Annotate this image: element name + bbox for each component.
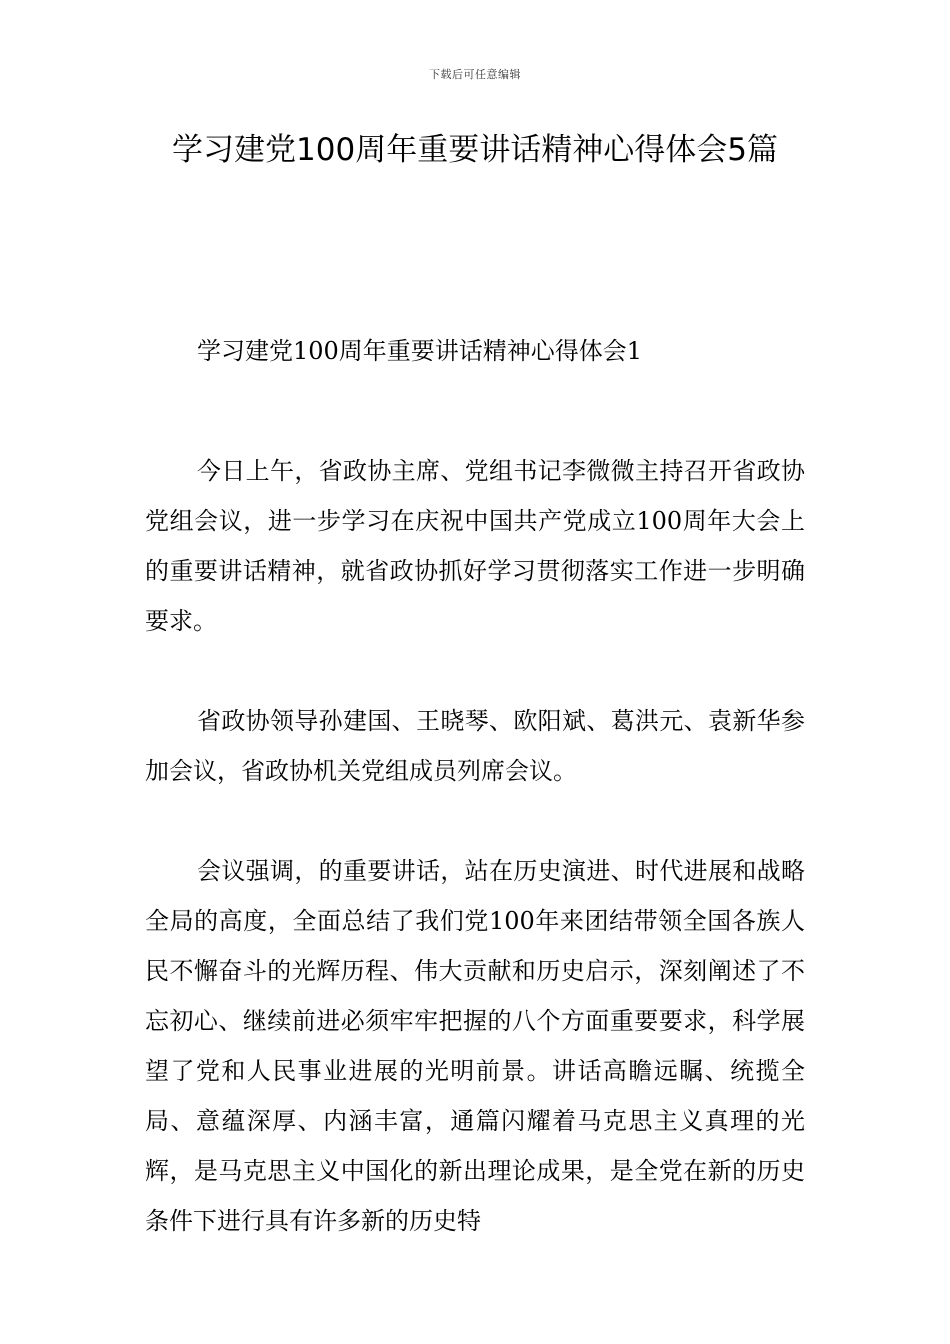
header-note: 下载后可任意编辑 (429, 68, 521, 81)
section-subheading: 学习建党100周年重要讲话精神心得体会1 (197, 337, 643, 365)
document-title: 学习建党100周年重要讲话精神心得体会5篇 (172, 132, 778, 168)
document-body (145, 326, 805, 1296)
paragraph-1: 今日上午，省政协主席、党组书记李微微主持召开省政协党组会议，进一步学习在庆祝中国共产党成立100周年大会上的重要讲话精神，就省政协抓好学习贯彻落实工作进一步明确要求。 (145, 457, 805, 635)
paragraph-2: 省政协领导孙建国、王晓琴、欧阳斌、葛洪元、袁新华参加会议，省政协机关党组成员列席会议。 (145, 707, 805, 785)
paragraph-3: 会议强调，的重要讲话，站在历史演进、时代进展和战略全局的高度，全面总结了我们党100年来团结带领全国各族人民不懈奋斗的光辉历程、伟大贡献和历史启示，深刻阐述了不忘初心、继续前进必须牢牢把握的八个方面重要要求，科学展望了党和人民事业进展的光明前景。讲话高瞻远瞩、统揽全局、意蕴深厚、内涵丰富，通篇闪耀着马克思主义真理的光辉，是马克思主义中国化的新出理论成果，是全党在新的历史条件下进行具有许多新的历史特 (145, 857, 805, 1235)
